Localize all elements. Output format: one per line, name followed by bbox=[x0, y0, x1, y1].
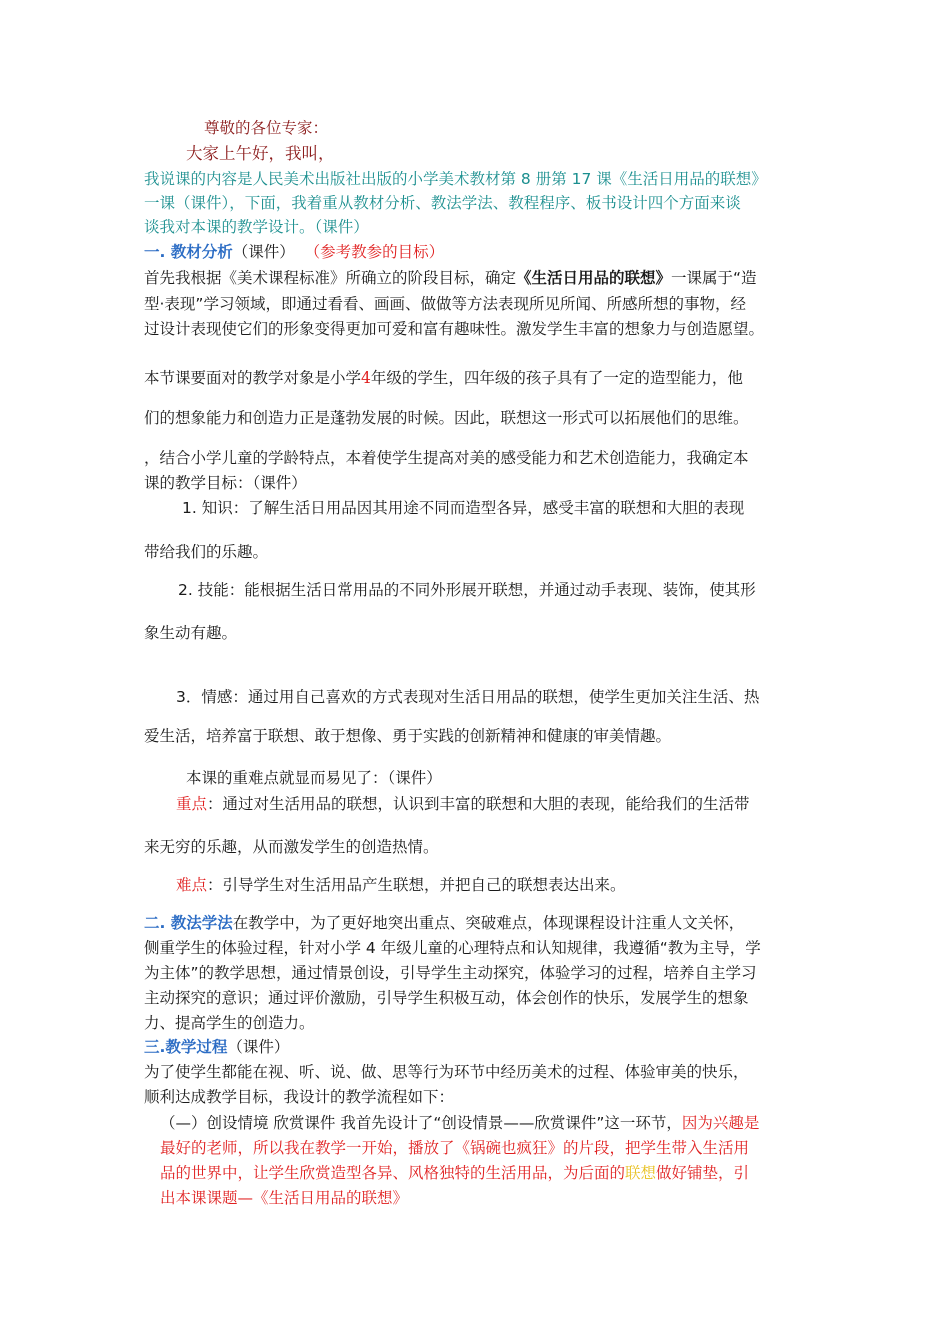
section-3-tag: （课件） bbox=[227, 1038, 290, 1056]
s1-p1-lesson-title: 《生活日用品的联想》 bbox=[516, 269, 672, 287]
goal-2-line-1: 2. 技能：能根据生活日常用品的不同外形展开联想，并通过动手表现、装饰，使其形 bbox=[178, 581, 756, 599]
s1-p2-line-1 bbox=[144, 366, 814, 390]
section-1-header bbox=[144, 240, 814, 264]
step-1-line-3-b: 联想 bbox=[625, 1164, 657, 1182]
s2-line-1 bbox=[144, 911, 814, 935]
section-3-header bbox=[144, 1035, 814, 1059]
step-1-line-3-c: 做好铺垫，引 bbox=[656, 1164, 750, 1182]
step-1-text-b: 因为兴趣是 bbox=[681, 1114, 760, 1132]
goal-3-line-1: 3．情感：通过用自己喜欢的方式表现对生活日用品的联想，使学生更加关注生活、热 bbox=[176, 688, 760, 706]
difficulty-text: ：引导学生对生活用品产生联想，并把自己的联想表达出来。 bbox=[207, 876, 626, 894]
s1-p2-text-b: 年级的学生，四年级的孩子具有了一定的造型能力，他 bbox=[370, 369, 743, 387]
s3-line-1: 为了使学生都能在视、听、说、做、思等行为环节中经历美术的过程、体验审美的快乐， bbox=[144, 1063, 749, 1081]
intro-line-3-text: 谈我对本课的教学设计。（课件） bbox=[144, 218, 369, 236]
focus-text: ：通过对生活用品的联想，认识到丰富的联想和大胆的表现，能给我们的生活带 bbox=[207, 795, 750, 813]
focus-line-1 bbox=[176, 792, 846, 816]
section-1-note: （参考教参的目标） bbox=[304, 243, 445, 261]
s2-line-3: 为主体”的教学思想，通过情景创设，引导学生主动探究，体验学习的过程，培养自主学习 bbox=[144, 964, 757, 982]
s1-p1-line-2: 型·表现”学习领域，即通过看看、画画、做做等方法表现所见所闻、所感所想的事物，经 bbox=[144, 295, 746, 313]
s1-p1-line-3: 过设计表现使它们的形象变得更加可爱和富有趣味性。激发学生丰富的想象力与创造愿望。 bbox=[144, 320, 765, 338]
s1-p1-text-a: 首先我根据《美术课程标准》所确立的阶段目标，确定 bbox=[144, 269, 517, 287]
step-1-line-1 bbox=[160, 1111, 830, 1135]
focus-label: 重点 bbox=[176, 795, 208, 813]
intro-line-1: 我说课的内容是人民美术出版社出版的小学美术教材第 8 册第 17 课《生活日用品的联想》 bbox=[144, 170, 767, 188]
s1-p1-line-1 bbox=[144, 266, 814, 290]
section-1-heading: 一. 教材分析 bbox=[144, 243, 233, 261]
difficulty-label: 难点 bbox=[176, 876, 208, 894]
goal-3-line-2: 爱生活，培养富于联想、敢于想像、勇于实践的创新精神和健康的审美情趣。 bbox=[144, 727, 672, 745]
goal-1-line-1: 1. 知识：了解生活日用品因其用途不同而造型各异，感受丰富的联想和大胆的表现 bbox=[182, 499, 745, 517]
goal-2-line-2: 象生动有趣。 bbox=[144, 624, 238, 642]
step-1-text-a: （—）创设情境 欣赏课件 我首先设计了“创设情景——欣赏课件”这一环节， bbox=[160, 1114, 682, 1132]
s3-line-2: 顺利达成教学目标，我设计的教学流程如下： bbox=[144, 1088, 455, 1106]
focus-line-2: 来无穷的乐趣，从而激发学生的创造热情。 bbox=[144, 838, 439, 856]
section-2-heading: 二. 教法学法 bbox=[144, 914, 233, 932]
s1-p1-text-c: 一课属于“造 bbox=[671, 269, 757, 287]
s1-p2-grade-number: 4 bbox=[361, 369, 371, 387]
s2-text-1: 在教学中，为了更好地突出重点、突破难点，体现课程设计注重人文关怀， bbox=[232, 914, 745, 932]
step-1-line-4: 出本课课题—《生活日用品的联想》 bbox=[160, 1189, 409, 1207]
s1-p3-line-1: ，结合小学儿童的学龄特点，本着使学生提高对美的感受能力和艺术创造能力，我确定本 bbox=[144, 449, 749, 467]
s2-line-5: 力、提高学生的创造力。 bbox=[144, 1014, 315, 1032]
step-1-line-3-a: 品的世界中，让学生欣赏造型各异、风格独特的生活用品，为后面的 bbox=[160, 1164, 626, 1182]
goal-1-line-2: 带给我们的乐趣。 bbox=[144, 543, 269, 561]
greeting-line-1: 尊敬的各位专家： bbox=[204, 119, 329, 137]
intro-line-3 bbox=[144, 215, 814, 239]
s2-line-4: 主动探究的意识；通过评价激励，引导学生积极互动，体会创作的快乐，发展学生的想象 bbox=[144, 989, 749, 1007]
greeting-line-2: 大家上午好，我叫， bbox=[186, 144, 335, 163]
s1-p2-line-2: 们的想象能力和创造力正是蓬勃发展的时候。因此，联想这一形式可以拓展他们的思维。 bbox=[144, 409, 749, 427]
s1-p3-line-2: 课的教学目标：（课件） bbox=[144, 474, 307, 492]
intro-line-2: 一课（课件），下面，我着重从教材分析、教法学法、教程程序、板书设计四个方面来谈 bbox=[144, 194, 741, 212]
section-1-tag: （课件） bbox=[232, 243, 295, 261]
difficulty-line bbox=[176, 873, 846, 897]
s2-line-2: 侧重学生的体验过程，针对小学 4 年级儿童的心理特点和认知规律，我遵循“教为主导，学 bbox=[144, 939, 761, 957]
s1-p2-text-a: 本节课要面对的教学对象是小学 bbox=[144, 369, 362, 387]
step-1-line-3 bbox=[160, 1161, 830, 1185]
section-3-heading: 三.教学过程 bbox=[144, 1038, 228, 1056]
step-1-line-2: 最好的老师，所以我在教学一开始，播放了《锅碗也疯狂》的片段，把学生带入生活用 bbox=[160, 1139, 750, 1157]
key-points-intro: 本课的重难点就显而易见了：（课件） bbox=[186, 769, 442, 787]
